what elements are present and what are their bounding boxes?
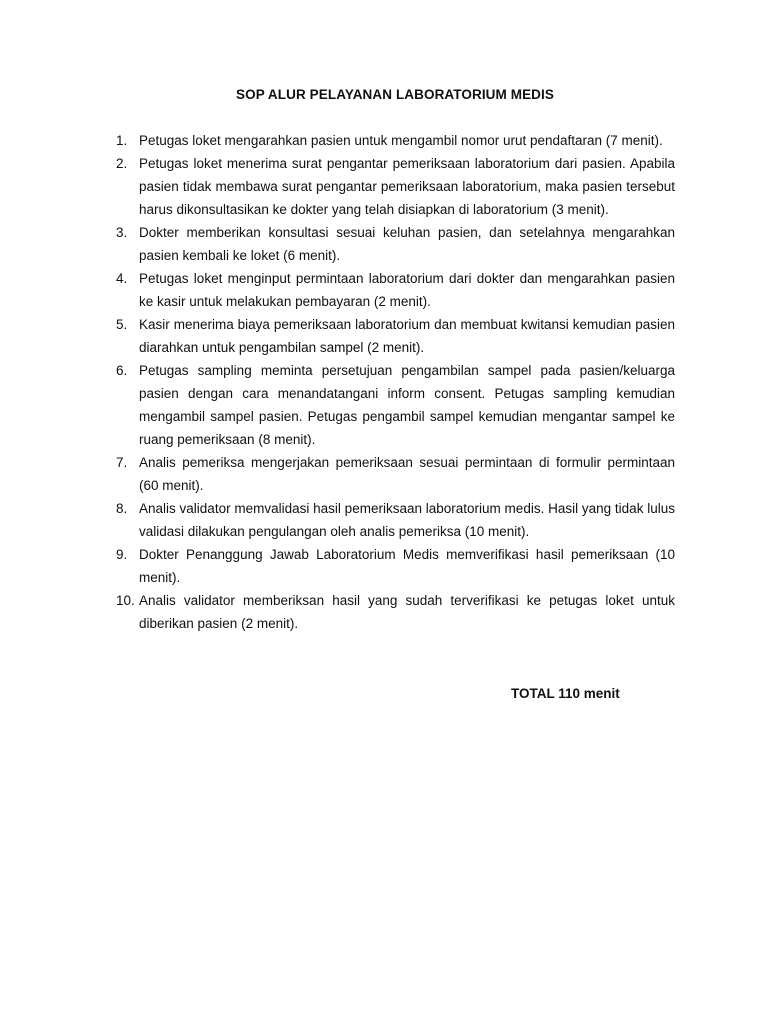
step-text: Dokter memberikan konsultasi sesuai keluhan pasien, dan setelahnya mengarahkan pasien kembali ke loket (6 menit). [139, 225, 675, 263]
step-text: Petugas loket mengarahkan pasien untuk mengambil nomor urut pendaftaran (7 menit). [139, 133, 663, 148]
list-item [116, 129, 675, 152]
step-text: Petugas sampling meminta persetujuan pengambilan sampel pada pasien/keluarga pasien dengan cara menandatangani inform consent. Petugas sampling kemudian mengambil sampel pasien. Petugas pengambil sampel kemudian mengantar sampel ke ruang pemeriksaan (8 menit). [139, 363, 675, 447]
step-number: 2. [116, 156, 128, 171]
step-number: 7. [116, 455, 128, 470]
list-item [116, 497, 675, 543]
step-number: 6. [116, 363, 128, 378]
step-text: Analis pemeriksa mengerjakan pemeriksaan sesuai permintaan di formulir permintaan (60 menit). [139, 455, 675, 493]
list-item [116, 359, 675, 451]
step-text: Petugas loket menerima surat pengantar pemeriksaan laboratorium dari pasien. Apabila pasien tidak membawa surat pengantar pemeriksaan laboratorium, maka pasien tersebut harus dikonsultasikan ke dokter yang telah disiapkan di laboratorium (3 menit). [139, 156, 675, 217]
procedure-list [116, 129, 675, 635]
step-number: 9. [116, 547, 128, 562]
list-item [116, 589, 675, 635]
list-item [116, 152, 675, 221]
step-number: 5. [116, 317, 128, 332]
document-title: SOP ALUR PELAYANAN LABORATORIUM MEDIS [236, 87, 554, 102]
step-text: Analis validator memberiksan hasil yang sudah terverifikasi ke petugas loket untuk diberikan pasien (2 menit). [139, 593, 675, 631]
step-text: Petugas loket menginput permintaan laboratorium dari dokter dan mengarahkan pasien ke kasir untuk melakukan pembayaran (2 menit). [139, 271, 675, 309]
step-number: 3. [116, 225, 128, 240]
step-number: 8. [116, 501, 128, 516]
step-text: Kasir menerima biaya pemeriksaan laboratorium dan membuat kwitansi kemudian pasien diarahkan untuk pengambilan sampel (2 menit). [139, 317, 675, 355]
list-item [116, 267, 675, 313]
list-item [116, 543, 675, 589]
step-number: 4. [116, 271, 128, 286]
list-item [116, 221, 675, 267]
step-text: Analis validator memvalidasi hasil pemeriksaan laboratorium medis. Hasil yang tidak lulus validasi dilakukan pengulangan oleh analis pemeriksa (10 menit). [139, 501, 675, 539]
total-duration: TOTAL 110 menit [511, 686, 620, 701]
step-text: Dokter Penanggung Jawab Laboratorium Medis memverifikasi hasil pemeriksaan (10 menit). [139, 547, 675, 585]
step-number: 10. [116, 593, 135, 608]
list-item [116, 451, 675, 497]
step-number: 1. [116, 133, 128, 148]
list-item [116, 313, 675, 359]
